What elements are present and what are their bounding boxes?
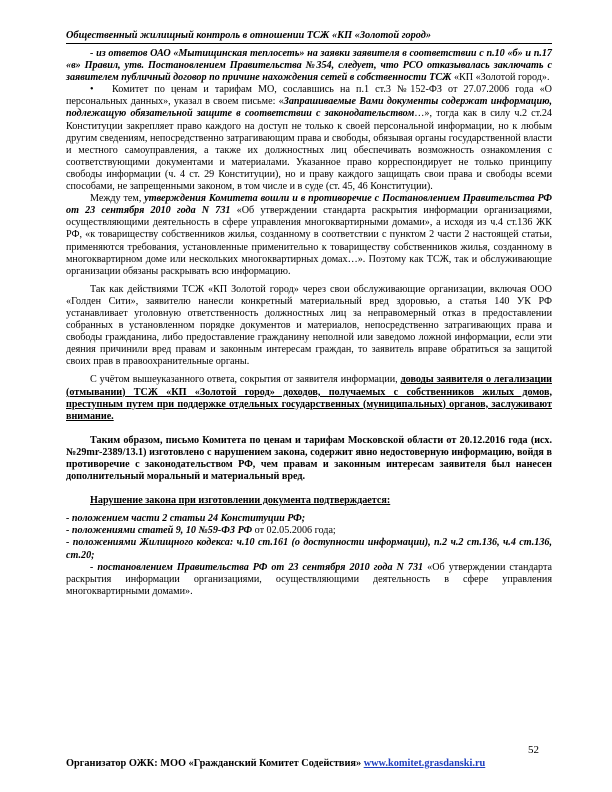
violations-heading: Нарушение закона при изготовлении документа подтверждается: — [90, 495, 391, 507]
violations-heading-row — [66, 495, 552, 507]
paragraph-teploset-tail: «КП «Золотой город». — [453, 72, 550, 84]
violation-item-law-date: от 02.05.2006 года; — [252, 525, 336, 537]
paragraph-teploset-emphasis: - из ответов ОАО «Мытищинская теплосеть» на заявки заявителя в соответствии с п.10 «б» и п.17 «в» Правил, утв. Постановлением Правительства №354, следует, что РСО отказывалась заключать с заявителем публичный договор по причине нахождения сетей в собственности ТСЖ — [66, 48, 552, 84]
footer-organizer: Организатор ОЖК: МОО «Гражданский Комитет Содействия» — [66, 758, 364, 769]
paragraph-liability: Так как действиями ТСЖ «КП Золотой город» через свои обслуживающие организации, включая ООО «Голден Сити», заявителю нанесли конкретный материальный вред здоровью, а статья 140 УК РФ устанавливает уголовную ответственность должностных лиц за неправомерный отказ в предоставлении собранных в установленном порядке документов и материалов, непосредственно затрагивающих права и свободы гражданина, либо предоставление гражданину неполной или заведомо ложной информации, если эти деяния причинили вред правам и законным интересам граждан, то заявитель вправе обратиться за защитой своих прав в правоохранительные органы. — [66, 283, 552, 368]
paragraph-legalization-emphasis: доводы заявителя о легализации (отмывании) ТСЖ «КП «Золотой город» доходов, получаемых с собственников жилых домов, преступным путем при поддержке отдельных государственных (муниципальных) органов, заслуживают внимание. — [66, 374, 552, 422]
footer-website-link[interactable]: www.komitet.grasdanski.ru — [363, 758, 486, 769]
violation-item-law-emphasis: - положениями статей 9, 10 №59-ФЗ РФ — [66, 525, 253, 537]
paragraph-committee-quote: Запрашиваемые Вами документы содержат информацию, подлежащую обязательной защите в соответствии с законодательством — [66, 96, 552, 120]
violation-item-constitution — [66, 513, 552, 525]
running-header: Общественный жилищный контроль в отношении ТСЖ «КП «Золотой город» — [66, 30, 552, 44]
violation-item-housing-code-text: - положениями Жилищного кодекса: ч.10 ст.161 (о доступности информации), п.2 ч.2 ст.136, ч.4 ст.136, ст.20; — [66, 537, 552, 561]
violation-item-constitution-text: - положением части 2 статьи 24 Конституции РФ; — [66, 513, 306, 525]
paragraph-committee-rest: …», тогда как в силу ч.2 ст.24 Конституции закрепляет право каждого на доступ не только к своей персональной информации, но к любым другим сведениям, непосредственно затрагивающим права и свободы, обязывая органы государственной власти и местного самоуправления, а также их должностных лиц обеспечивать возможность ознакомления с соответствующими документами и материалами. Указанное право корреспондирует не только принципу свободы информации (ч. 4 ст. 29 Конституции), но и праву каждого защищать свои права и свободы всеми способами, не запрещенными законом, в том числе и в суде (ст. 45, 46 Конституции). — [66, 108, 552, 193]
page-number: 52 — [528, 744, 539, 756]
spacer — [66, 423, 552, 435]
spacer — [66, 483, 552, 495]
violation-item-resolution — [66, 562, 552, 598]
document-body — [66, 48, 552, 598]
paragraph-contradiction-emphasis: утверждения Комитета вошли и в противоречие с Постановлением Правительства РФ от 23 сентября 2010 года N 731 — [66, 193, 552, 217]
paragraph-contradiction-rest: «Об утверждении стандарта раскрытия информации организациями, осуществляющими деятельность в сфере управления многоквартирными домами», а исходя из ч.4 ст.136 ЖК РФ, «к товариществу собственников жилья, созданному в соответствии с пунктом 2 части 2 настоящей статьи, применяются требования, установленные применительно к товариществу собственников жилья, созданному в многоквартирном доме или нескольких многоквартирных домах…». Поэтому как ТСЖ, так и обслуживающие организации обязаны раскрывать всю информацию. — [66, 205, 552, 277]
bullet-icon: • — [90, 84, 94, 96]
paragraph-teploset — [66, 48, 552, 84]
violation-item-resolution-emphasis: - постановлением Правительства РФ от 23 сентября 2010 года N 731 — [90, 561, 424, 573]
paragraph-legalization-lead: С учётом вышеуказанного ответа, сокрытия от заявителя информации, — [90, 374, 401, 386]
page-footer — [66, 758, 552, 769]
violation-item-law — [66, 525, 552, 537]
paragraph-contradiction — [66, 193, 552, 278]
paragraph-committee-text: Комитет по ценам и тарифам МО, сославшись на п.1 ст.3 №152-ФЗ от 27.07.2006 года «О персональных данных», указал в своем письме: « — [66, 84, 552, 108]
paragraph-contradiction-lead: Между тем, — [90, 193, 145, 205]
paragraph-committee — [66, 84, 552, 193]
paragraph-legalization — [66, 374, 552, 422]
paragraph-conclusion: Таким образом, письмо Комитета по ценам и тарифам Московской области от 20.12.2016 года (исх. №29mr-2389/13.1) изготовлено с нарушением закона, содержит явно недостоверную информацию, войдя в противоречие с законодательством РФ, чем правам и законным интересам заявителя был нанесен дополнительный моральный и материальный вред. — [66, 434, 552, 483]
violation-item-resolution-text: «Об утверждении стандарта раскрытия информации организациями, осуществляющими деятельность в сфере управления многоквартирными домами». — [66, 561, 552, 597]
violation-item-housing-code — [66, 537, 552, 561]
